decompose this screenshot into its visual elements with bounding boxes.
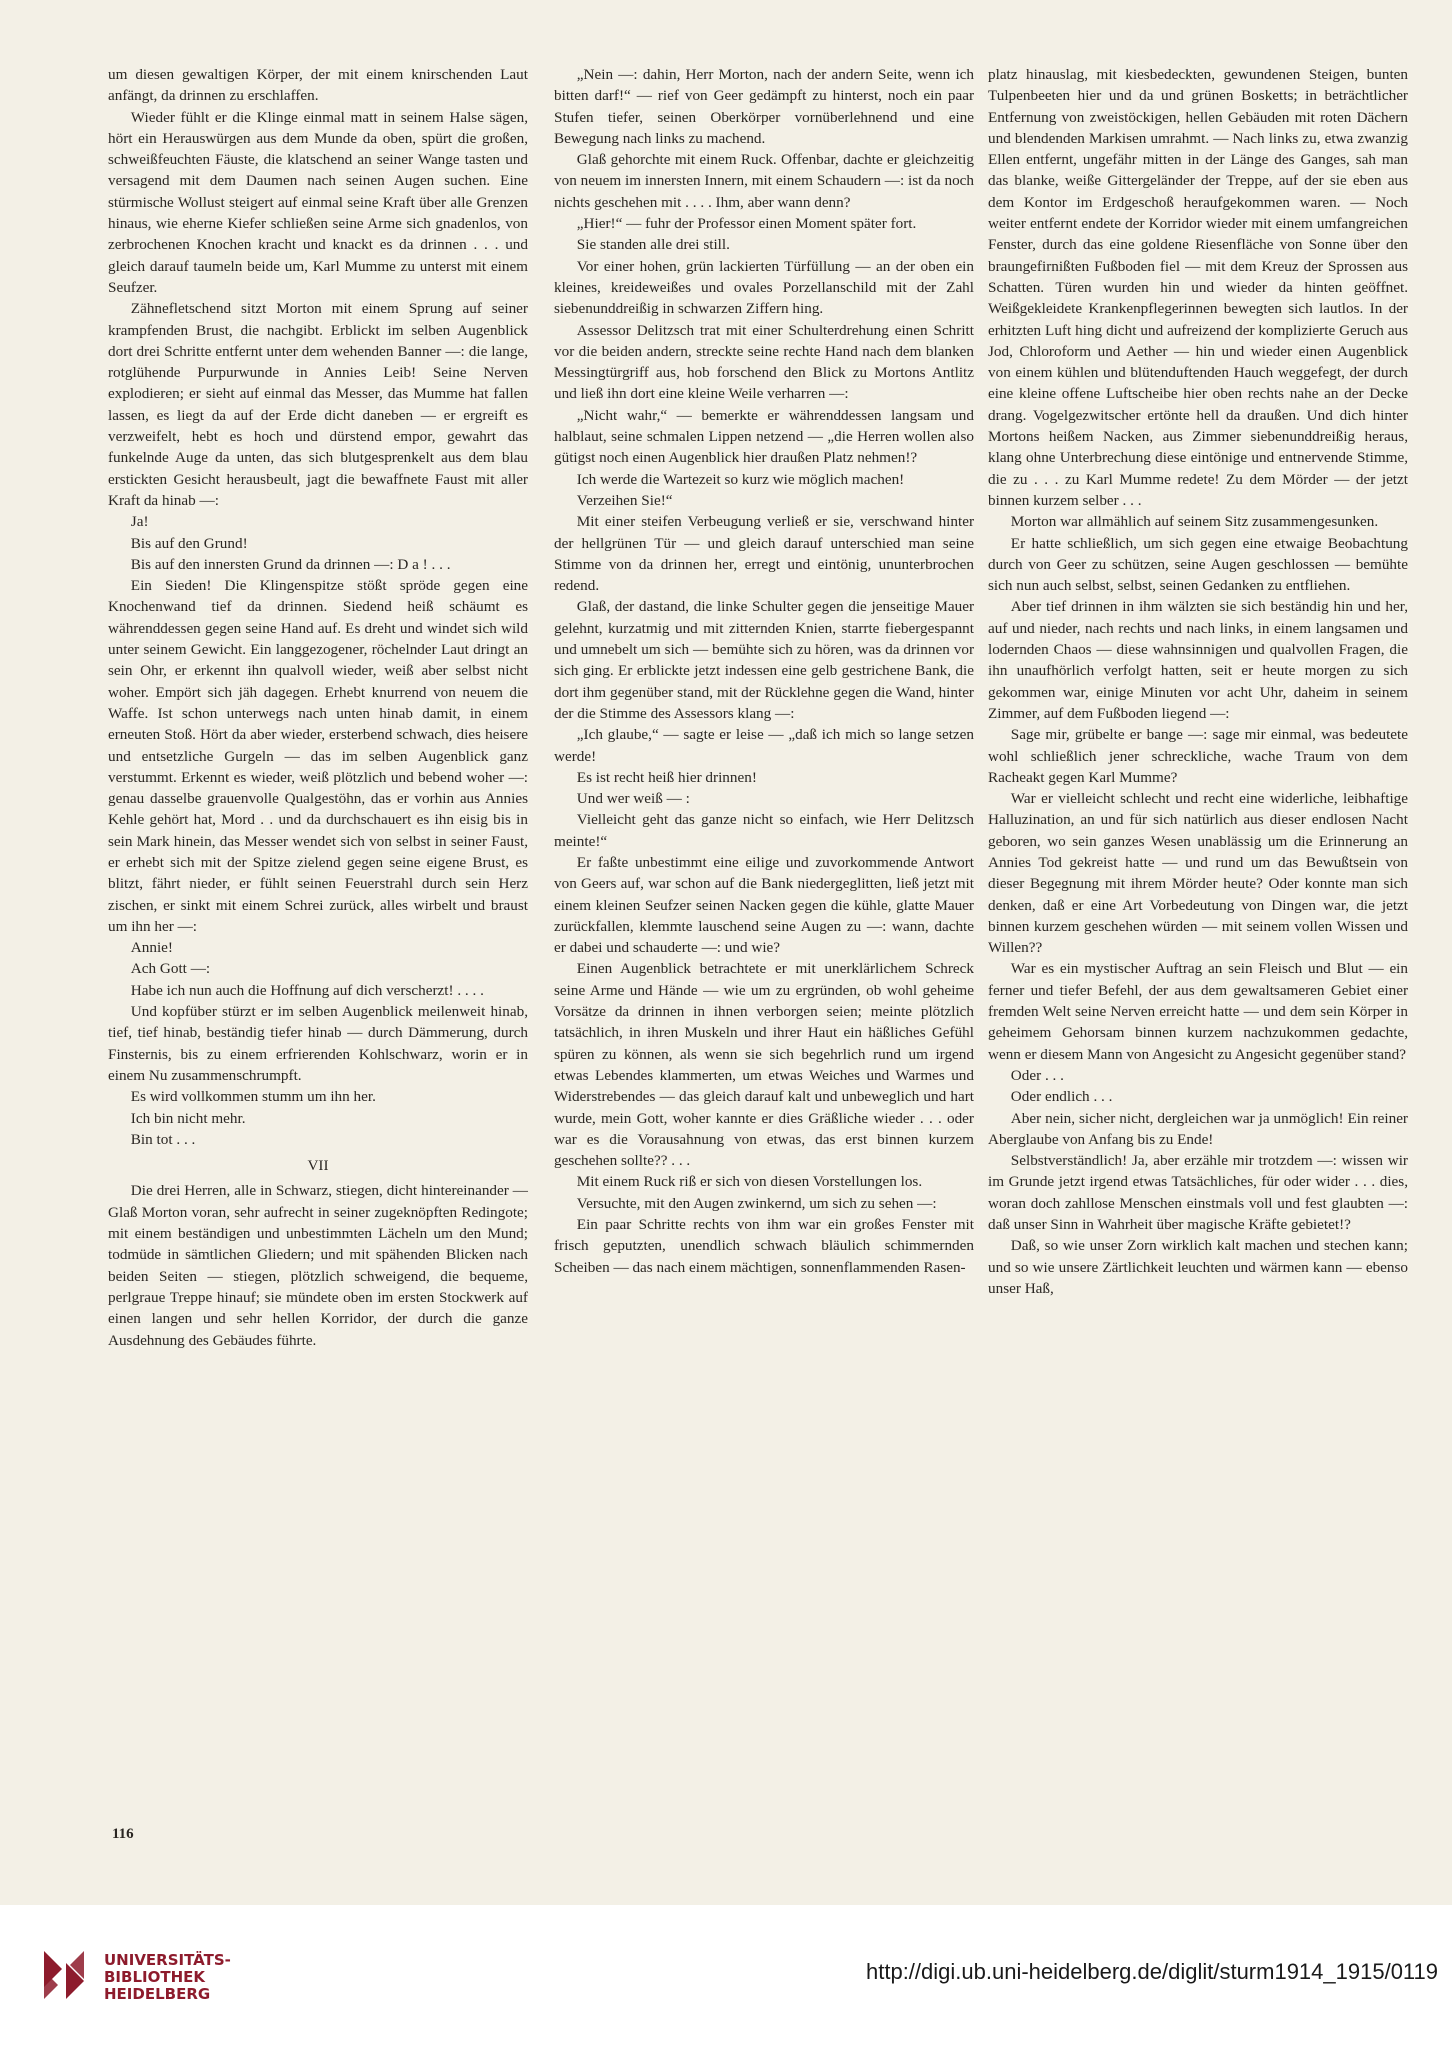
paragraph: Es wird vollkommen stumm um ihn her. xyxy=(130,1088,376,1106)
paragraph: Annie! xyxy=(130,939,173,957)
paragraph: „Ich glaube,“ — sagte er leise — „daß ich mich so lange setzen werde! xyxy=(554,726,974,765)
paragraph: Glaß gehorchte mit einem Ruck. Offenbar, dachte er gleichzeitig von neuem im innersten Innern, mit einem Schaudern —: ist da noch nichts geschehen mit . . . . Ihm, aber wann denn? xyxy=(554,151,974,211)
paragraph: War es ein mystischer Auftrag an sein Fleisch und Blut — ein ferner und tiefer Befehl, der aus dem gewaltsameren Gebiet einer fremden Welt seine Nerven erreicht hatte — und dem sein Körper in geheimem Gehorsam binnen kurzem nachzukommen gedachte, wenn er diesem Mann von Angesicht zu Angesicht gegenüber stand? xyxy=(988,960,1408,1063)
paragraph: Die drei Herren, alle in Schwarz, stiegen, dicht hintereinander — Glaß Morton voran, sehr aufrecht in seiner zugeknöpften Redingote; mit einem beständigen und unbestimmten Lächeln um den Mund; todmüde in sämtlichen Gliedern; und mit spähenden Blicken nach beiden Seiten — stiegen, plötzlich schweigend, die bequeme, perlgraue Treppe hinauf; sie mündete oben im ersten Stockwerk auf einen langen und sehr hellen Korridor, der durch die ganze Ausdehnung des Gebäudes führte. xyxy=(108,1182,528,1349)
section-heading: VII xyxy=(307,1157,329,1175)
paragraph: Sage mir, grübelte er bange —: sage mir einmal, was bedeutete wohl schließlich jener schreckliche, wache Traum von dem Racheakt gegen Karl Mumme? xyxy=(988,726,1408,786)
paragraph: Verzeihen Sie!“ xyxy=(576,491,673,509)
paragraph: Aber tief drinnen in ihm wälzten sie sich beständig hin und her, auf und nieder, nach rechts und nach links, in einem langsamen und lodernden Chaos — diese wahnsinnigen und qualvollen Fragen, die ihn unaufhörlich verfolgt hatten, seit er heute morgen zu sich gekommen war, einige Minuten vor acht Uhr, daheim in seinem Zimmer, auf dem Fußboden liegend —: xyxy=(988,598,1408,722)
paragraph: Oder . . . xyxy=(1010,1066,1064,1084)
paragraph: „Nein —: dahin, Herr Morton, nach der andern Seite, wenn ich bitten darf!“ — rief von Geer gedämpft zu hinterst, noch ein paar Stufen tiefer, seinen Oberkörper vornüberlehnend und eine Bewegung nach links zu machend. xyxy=(554,66,974,147)
paragraph: Sie standen alle drei still. xyxy=(576,236,730,254)
paragraph: Zähnefletschend sitzt Morton mit einem Sprung auf seiner krampfenden Brust, die nachgibt. Erblickt im selben Augenblick dort drei Schritte entfernt unter dem wehenden Banner —: die lange, rotglühende Purpurwunde in Annies Leib! Seine Nerven explodieren; er sieht auf einmal das Messer, das Mumme hat fallen lassen, es liegt da auf der Erde dicht daneben — er ergreift es verzweifelt, hebt es hoch und dürstend empor, gewahrt das funkelnde Auge da unten, das sich blutgesprenkelt aus dem blau erstickten Gesicht herausbeult, jagt die bewaffnete Faust mit aller Kraft da hinab —: xyxy=(108,300,528,509)
paragraph: Ich werde die Wartezeit so kurz wie möglich machen! xyxy=(576,470,905,488)
paragraph: Assessor Delitzsch trat mit einer Schulterdrehung einen Schritt vor die beiden andern, streckte seine rechte Hand nach dem blanken Messingtürgriff aus, hob forschend den Blick zu Mortons Antlitz und ließ ihn dort eine kleine Weile verharren —: xyxy=(554,321,974,403)
paragraph: um diesen gewaltigen Körper, der mit einem knirschenden Laut anfängt, da drinnen zu erschlaffen. xyxy=(108,66,528,105)
paragraph: Er faßte unbestimmt eine eilige und zuvorkommende Antwort von Geers auf, war schon auf die Bank niedergeglitten, ließ jetzt mit einem kleinen Seufzer seinen Nacken gegen die kühle, glatte Mauer zurückfallen, klemmte lauschend seine Augen zu —: wann, dachte er dabei und schauderte —: und wie? xyxy=(554,853,974,957)
university-library-logo-icon xyxy=(40,1949,88,2001)
paragraph: Oder endlich . . . xyxy=(1010,1088,1113,1106)
paragraph: Bis auf den innersten Grund da drinnen —: D a ! . . . xyxy=(130,555,451,573)
paragraph: War er vielleicht schlecht und recht eine widerliche, leibhaftige Halluzination, an und für sich natürlich aus dieser endlosen Nacht geboren, wo sein ganzes Wesen unablässig um die Erinnerung an Annies Tod gekreist hatte — und rund um das Bewußtsein von dieser Begegnung mit ihrem Mörder heute? Oder konnte man sich denken, daß er eine Art Vorbedeutung von Dingen war, die jetzt binnen kurzem geschehen würden — mit seinem vollen Wissen und Willen?? xyxy=(988,790,1408,957)
paragraph: Bin tot . . . xyxy=(130,1130,196,1148)
paragraph: Ein paar Schritte rechts von ihm war ein großes Fenster mit frisch geputzten, unendlich schwach bläulich schimmernden Scheiben — das nach einem mächtigen, sonnenflammenden Rasen- xyxy=(554,1216,974,1276)
paragraph: Vor einer hohen, grün lackierten Türfüllung — an der oben ein kleines, kreideweißes und ovales Porzellanschild mit der Zahl siebenunddreißig in schwarzen Ziffern hing. xyxy=(554,257,974,318)
paragraph: Einen Augenblick betrachtete er mit unerklärlichem Schreck seine Arme und Hände — wie um zu ergründen, ob wohl geheime Vorsätze da drinnen in ihnen verborgen seien; meinte plötzlich tatsächlich, in ihren Muskeln und ihrer Haut ein häßliches Gefühl spüren zu können, als wenn sie sich begehrlich rund um irgend etwas Lebendes klammerten, um etwas Weiches und Warmes und Widerstrebendes — das gleich darauf kalt und unbeweglich und hart wurde, mein Gott, woher kannte er dies Gräßliche wieder . . . oder war es die Vorausahnung von etwas, das erst binnen kurzem geschehen sollte?? . . . xyxy=(554,960,974,1170)
paragraph: platz hinauslag, mit kiesbedeckten, gewundenen Steigen, bunten Tulpenbeeten hier und da und grünen Bosketts; in beträchtlicher Entfernung von zweistöckigen, hellen Gebäuden mit roten Dächern und blendenden Markisen umrahmt. — Nach links zu, etwa zwanzig Ellen entfernt, ungefähr mitten in der Länge des Ganges, sah man das blanke, weiße Gittergeländer der Treppe, auf der sie eben aus dem Kontor im Erdgeschoß heraufgekommen waren. — Noch weiter entfernt endete der Korridor wieder mit einem umfangreichen Fenster, durch das eine goldene Riesenfläche von Sonne über den braungefirnißten Fußboden fiel — mit dem Kreuz der Sprossen aus Schatten. Türen wurden hin und wieder da hinten geöffnet. Weißgekleidete Krankenpflegerinnen bewegten sich lautlos. In der erhitzten Luft hing dicht und aufreizend der komplizierte Geruch aus Jod, Chloroform und Aether — hin und wieder einen Augenblick von einem kühlen und blütenduftenden Hauch weggefegt, der durch eine kleine offene Luftscheibe hier oben rechts nahe an der Decke drang. Vogelgezwitscher ertönte hell da draußen. Und dich hinter Mortons heißem Nacken, aus Zimmer siebenunddreißig heraus, klang ohne Unterbrechung diese eintönige und entnervende Stimme, die zu . . . zu Karl Mumme redete! Zu dem Mörder — der jetzt binnen kurzem selber . . . xyxy=(988,66,1408,509)
paragraph: Ja! xyxy=(130,513,149,531)
paragraph: Bis auf den Grund! xyxy=(130,534,248,552)
paragraph: Glaß, der dastand, die linke Schulter gegen die jenseitige Mauer gelehnt, kurzatmig und mit zitternden Knien, starrte fiebergespannt und umnebelt um sich — bemühte sich zu hören, was da drinnen vor sich ging. Er erblickte jetzt indessen eine gelb gestrichene Bank, die dort ihm gegenüber stand, mit der Rücklehne gegen die Wand, hinter der die Stimme des Assessors klang —: xyxy=(554,598,974,722)
library-name xyxy=(104,1952,231,2003)
paragraph: Mit einem Ruck riß er sich von diesen Vorstellungen los. xyxy=(576,1173,923,1191)
paragraph: Ach Gott —: xyxy=(130,960,211,978)
text-column-2 xyxy=(554,64,974,1278)
paragraph: Selbstverständlich! Ja, aber erzähle mir trotzdem —: wissen wir im Grunde jetzt irgend etwas Tatsächliches, für oder wider . . . dies, woran doch zahllose Menschen einstmals voll und fest glaubten —: daß unser Sinn in Wahrheit über magische Kräfte gebietet!? xyxy=(988,1152,1408,1234)
page-number: 116 xyxy=(112,1826,134,1842)
paragraph: Habe ich nun auch die Hoffnung auf dich verscherzt! . . . . xyxy=(130,981,484,999)
paragraph: Und wer weiß — : xyxy=(576,790,690,808)
library-name-line-3: HEIDELBERG xyxy=(104,1985,211,2003)
paragraph: Und kopfüber stürzt er im selben Augenblick meilenweit hinab, tief, tief hinab, beständig tiefer hinab — durch Dämmerung, durch Finsternis, bis zu einem erfrierenden Kohlschwarz, worin er in einem Nu zusammenschrumpft. xyxy=(108,1003,528,1084)
paragraph: Mit einer steifen Verbeugung verließ er sie, verschwand hinter der hellgrünen Tür — und gleich darauf unterschied man seine Stimme von da drinnen her, erregt und eintönig, ununterbrochen redend. xyxy=(554,513,974,595)
footer-bar xyxy=(0,1905,1452,2045)
source-url-link[interactable]: http://digi.ub.uni-heidelberg.de/diglit/sturm1914_1915/0119 xyxy=(866,1959,1438,1984)
paragraph: Ich bin nicht mehr. xyxy=(130,1109,246,1127)
library-name-line-1: UNIVERSITÄTS- xyxy=(104,1951,231,1969)
paragraph: Versuchte, mit den Augen zwinkernd, um sich zu sehen —: xyxy=(576,1194,937,1212)
text-column-3 xyxy=(988,64,1408,1299)
paragraph: „Hier!“ — fuhr der Professor einen Moment später fort. xyxy=(576,215,917,233)
paragraph: „Nicht wahr,“ — bemerkte er währenddessen langsam und halblaut, seine schmalen Lippen netzend — „die Herren wollen also gütigst noch einen Augenblick hier draußen Platz nehmen!? xyxy=(554,406,974,467)
text-column-1 xyxy=(108,64,528,1351)
paragraph: Ein Sieden! Die Klingenspitze stößt spröde gegen eine Knochenwand tief da drinnen. Siedend heiß schäumt es währenddessen gegen seine Hand auf. Es dreht und windet sich wild unter seinem Gewicht. Ein langgezogener, röchelnder Laut dringt an sein Ohr, er erkennt ihn qualvoll wieder, weiß aber selbst nicht woher. Empört sich jäh dagegen. Erhebt knurrend von neuem die Waffe. Ist schon unterwegs nach unten hinab damit, in einem erneuten Stoß. Hört da aber wieder, ersterbend schwach, dies heisere und entsetzliche Gurgeln — das im selben Augenblick ganz verstummt. Erkennt es wieder, weiß plötzlich und bebend woher —: genau dasselbe grauenvolle Qualgestöhn, das er vorhin aus Annies Kehle gehört hat, Mord . . und da durchschauert es ihn eisig bis in sein Mark hinein, das Messer wendet sich von selbst in seiner Faust, er erhebt sich mit der Spitze zielend gegen seine eigene Brust, es blitzt, fährt nieder, er fühlt seinen Feuerstrahl durch sein Herz zischen, er sinkt mit einem Schrei zurück, alles wirbelt und braust um ihn her —: xyxy=(108,577,528,935)
paragraph: Wieder fühlt er die Klinge einmal matt in seinem Halse sägen, hört ein Herauswürgen aus dem Munde da oben, spürt die großen, schweißfeuchten Fäuste, die klatschend an seiner Wange tasten und versagend mit dem Daumen nach seinen Augen suchen. Eine stürmische Wollust steigert auf einmal seine Kraft über alle Grenzen hinaus, wie eherne Kiefer schließen seine Arme sich gnadenlos, von zerbrochenen Knochen kracht und knackt es da drinnen . . . und gleich darauf taumeln beide um, Karl Mumme zu unterst mit einem Seufzer. xyxy=(108,108,528,296)
paragraph: Er hatte schließlich, um sich gegen eine etwaige Beobachtung durch von Geer zu schützen, seine Augen geschlossen — bemühte sich nun auch selbst, selbst, seinen Gedanken zu entfliehen. xyxy=(988,534,1408,595)
paragraph: Aber nein, sicher nicht, dergleichen war ja unmöglich! Ein reiner Aberglaube von Anfang bis zu Ende! xyxy=(988,1109,1408,1148)
paragraph: Es ist recht heiß hier drinnen! xyxy=(576,768,757,786)
paragraph: Daß, so wie unser Zorn wirklich kalt machen und stechen kann; und so wie unsere Zärtlichkeit leuchten und wärmen kann — ebenso unser Haß, xyxy=(988,1237,1408,1297)
paragraph: Vielleicht geht das ganze nicht so einfach, wie Herr Delitzsch meinte!“ xyxy=(554,811,974,850)
library-name-line-2: BIBLIOTHEK xyxy=(104,1968,205,1986)
paragraph: Morton war allmählich auf seinem Sitz zusammengesunken. xyxy=(1010,513,1379,531)
